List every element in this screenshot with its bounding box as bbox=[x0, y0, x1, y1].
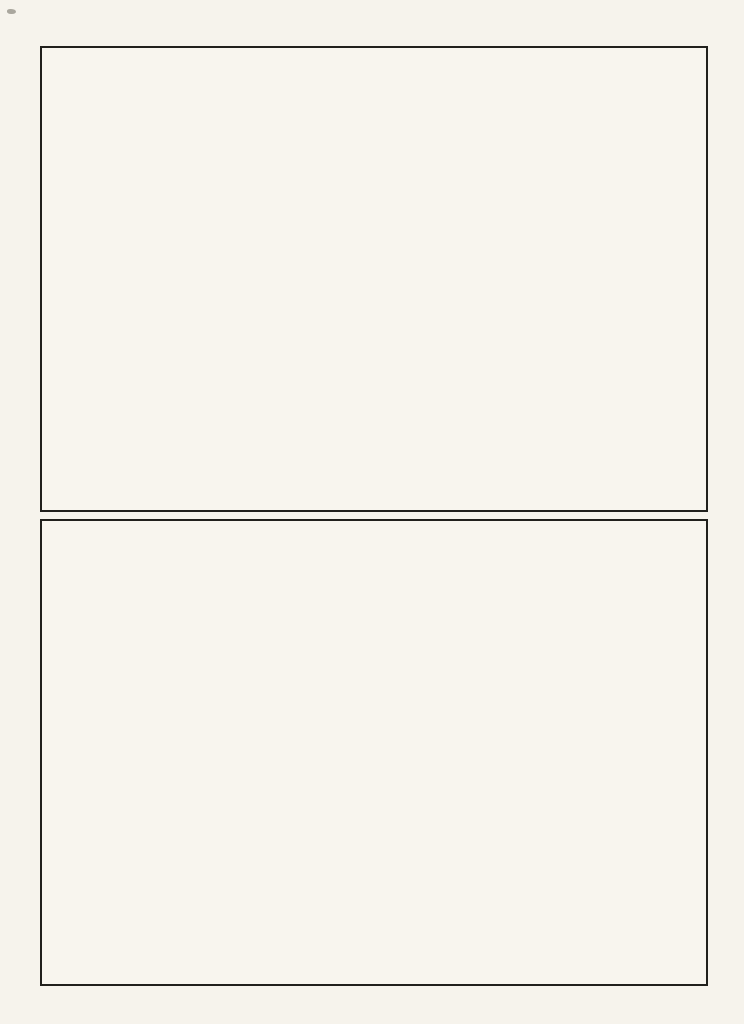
roster-table-top bbox=[40, 46, 708, 512]
tables-area bbox=[40, 46, 708, 986]
roster-table-bottom bbox=[40, 519, 708, 986]
scan-speck bbox=[7, 9, 16, 14]
